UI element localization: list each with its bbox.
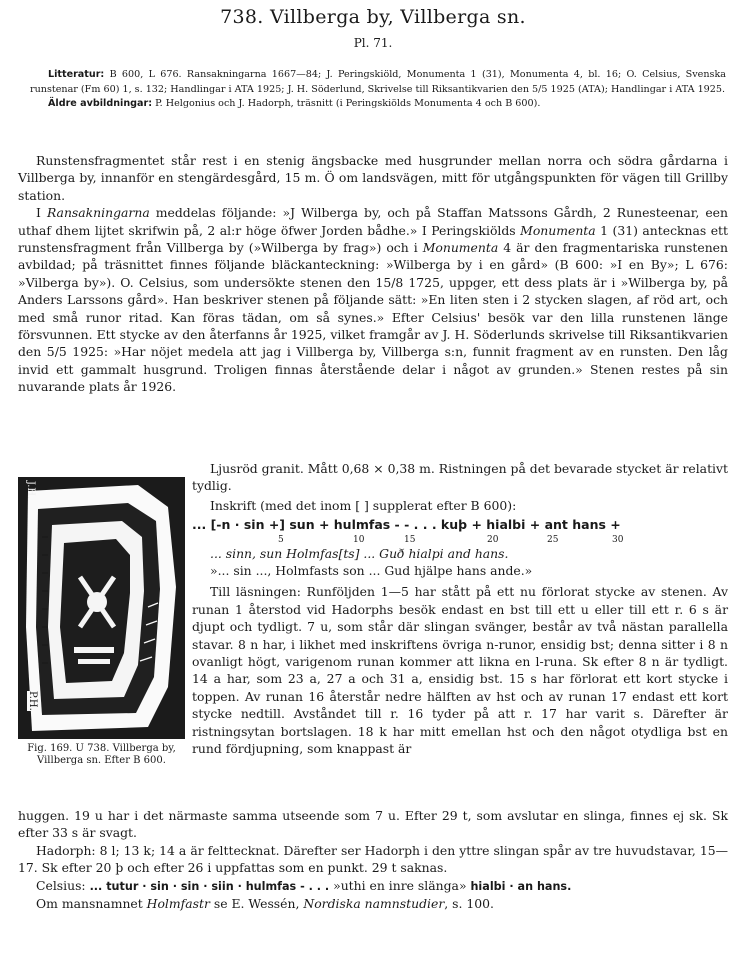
celsius-runes-2: hialbi · an hans. xyxy=(470,879,572,893)
references-block xyxy=(30,68,726,112)
older-images-paragraph xyxy=(30,97,726,112)
older-images-text: P. Helgonius och J. Hadorph, träsnitt (i Peringskiölds Monumenta 4 och B 600). xyxy=(155,98,541,110)
rune-number: 25 xyxy=(547,534,559,545)
celsius-runes: ... tutur · sin · sin · siin · hulmfas - . . . xyxy=(89,879,330,893)
rune-number: 10 xyxy=(353,534,365,545)
rune-number: 30 xyxy=(612,534,624,545)
reading-notes: Till läsningen: Runföljden 1—5 har stått på ett nu förlorat stycke av stenen. Av runan 1 återstod vid Hadorphs besök endast en bst till ett u eller till ett r. 6 s är djupt och tydligt. 7 u, som står där slingan svänger, består av två nästan parallella stavar. 8 n har, i likhet med inskriftens övriga n-runor, ensidig bst; denna sitter i 8 n ovanligt högt, varigenom runan kommer att likna en l-runa. Sk efter 8 n är tydligt. 14 a har, som 23 a, 27 a och 31 a, ensidig bst. 15 s har förlorat ett kort stycke i toppen. Av runan 16 återstår nedre hälften av hst och av runan 17 endast ett kort stycke nedtill. Avståndet till r. 16 tyder på att r. 17 har varit s. Därefter är ristningsytan bortslagen. 18 k har mitt emellan hst och den något otydliga bst en rund fördjupning, som knappast är xyxy=(192,584,728,757)
wessen-part-a: Om mansnamnet xyxy=(36,896,147,912)
wessen-part-b: se E. Wessén, xyxy=(209,896,304,912)
intro-text xyxy=(18,152,728,396)
rune-numbers xyxy=(192,534,728,545)
wessen-part-c: , s. 100. xyxy=(444,896,494,912)
intro-paragraph-1: Runstensfragmentet står rest i en stenig ängsbacke med husgrunder mellan norra och södra gårdarna i Villberga by, innanför en stengärdesgård, 15 m. Ö om landsvägen, mitt för utgångspunkten för vägen till Grillby station. xyxy=(18,153,728,203)
ransakningarna-title: Ransakningarna xyxy=(46,205,150,221)
monumenta-title-1: Monumenta xyxy=(520,222,596,238)
literature-text: B 600, L 676. Ransakningarna 1667—84; J. Peringskiöld, Monumenta 1 (31), Monumenta 4, bl. 16; O. Celsius, Svenska runstenar (Fm 60) 1, s. 132; Handlingar i ATA 1925; J. H. Söderlund, Skrivelse till Riksantikvarien den 5/5 1925 (ATA); Handlingar i ATA 1925. xyxy=(30,69,726,95)
intro-paragraph-2 xyxy=(18,204,728,395)
book-title: Nordiska namnstudier xyxy=(303,896,445,912)
celsius-label: Celsius: xyxy=(36,877,90,893)
hadorph-note: Hadorph: 8 l; 13 k; 14 a är felttecknat. Därefter ser Hadorph i den yttre slingan spår av tre huvudstavar, 15—17. Sk efter 20 þ och efter 26 i uppfattas som en punkt. 29 t saknas. xyxy=(18,842,728,876)
literature-label: Litteratur: xyxy=(48,69,105,80)
older-images-label: Äldre avbildningar: xyxy=(48,98,153,110)
literature-paragraph xyxy=(30,68,726,97)
normalized-text: ... sinn, sun Holmfas[ts] ... Guð hialpi and hans. xyxy=(210,545,509,561)
woodcut-mark-bottom: P.H. xyxy=(27,691,38,711)
rune-number: 5 xyxy=(278,534,284,545)
monumenta-title-2: Monumenta xyxy=(422,240,499,256)
plate-number: Pl. 71. xyxy=(353,36,393,50)
intro-p2-part-c: 1 (31) antecknas ett runstensfragment från Villberga by (»Wilberga by frag») och i xyxy=(18,222,729,256)
wessen-note xyxy=(18,895,728,912)
figure-caption: Fig. 169. U 738. Villberga by, Villberga sn. Efter B 600. xyxy=(27,743,176,767)
closing-text xyxy=(18,807,728,912)
rune-number: 20 xyxy=(487,534,499,545)
name-holmfastr: Holmfastr xyxy=(146,896,210,912)
runestone-woodcut xyxy=(18,477,185,739)
intro-p2-part-d: 4 är den fragmentariska runstenen avbildad; på träsnittet finnes följande bläckanteckning: »Wilberga by i en gård» (B 600: »I en By»; L 676: »Vilberga by»). O. Celsius, som undersökte stenen den 15/8 1725, uppger, ett dess plats är i »Wilberga by, på Anders Larssons gård». Han beskriver stenen på följande sätt: »En liten sten i 2 stycken slagen, af röd art, och med små runor ritad. Kan föras tädan, om så synes.» Efter Celsius' besök var den lilla runstenen länge försvunnen. Ett stycke av den återfanns år 1925, vilket framgår av J. H. Söderlunds skrivelse till Riksantikvarien den 5/5 1925: »Har nöjet medela att jag i Villberga by, Villberga s:n, funnit fragment av en runsten. Den låg invid ett gammalt husgrund. Troligen finnas återstående delar i något av grunden.» Stenen restes på sin nuvarande plats år 1926. xyxy=(18,240,728,395)
rune-number: 15 xyxy=(404,534,416,545)
runic-inscription: ... [-n · sin +] sun + hulmfas - - . . . kuþ + hialbi + ant hans + xyxy=(192,517,621,533)
woodcut-mark-top: J.H. xyxy=(25,481,36,500)
celsius-note xyxy=(18,877,728,895)
stone-description: Ljusröd granit. Mått 0,68 × 0,38 m. Ristningen på det bevarade stycket är relativt tydlig. xyxy=(192,461,728,494)
intro-p2-part-a: I xyxy=(36,205,47,221)
inscription-label: Inskrift (med det inom [ ] supplerat efter B 600): xyxy=(210,497,517,513)
intro-p2-part-b: meddelas följande: »J Wilberga by, och på Staffan Matssons Gårdh, 2 Runesteenar, een uthaf dhem lijtet skrifwin på, 2 al:r höge öfwer Jorden bådhe.» I Peringskiölds xyxy=(18,205,728,238)
woodcut-figure xyxy=(18,477,185,739)
page-title: 738. Villberga by, Villberga sn. xyxy=(220,6,526,28)
translation-text: »... sin ..., Holmfasts son ... Gud hjälpe hans ande.» xyxy=(210,563,533,579)
celsius-quote: »uthi en inre slänga» xyxy=(329,877,471,893)
description-column xyxy=(192,460,728,758)
reading-continuation: huggen. 19 u har i det närmaste samma utseende som 7 u. Efter 29 t, som avslutar en slinga, finnes ej sk. Sk efter 33 s är svagt. xyxy=(18,808,728,841)
